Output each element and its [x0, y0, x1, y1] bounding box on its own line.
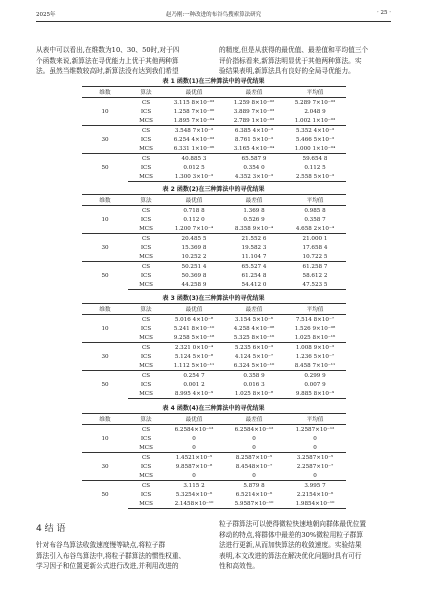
algorithm-cell: ICS — [140, 108, 152, 115]
dimension-cell: 30 — [82, 126, 128, 154]
text-line: 个函数来说,新算法在寻优能力上优于其他两种算 — [36, 56, 179, 65]
table-header-row — [82, 195, 346, 206]
mean-value-cell: 1.002 1×10⁻⁰³ — [294, 117, 336, 124]
worst-value-cell: 6.5214×10⁻⁶ — [235, 491, 273, 498]
column-header: 最优值 — [164, 414, 224, 425]
mean-value-cell: 2.2587×10⁻⁷ — [296, 463, 334, 470]
best-value-cell: 20.485 5 — [164, 234, 224, 244]
algorithm-cell: ICS — [140, 244, 152, 251]
dimension-cell: 10 — [101, 216, 109, 223]
best-value-cell: 0.718 8 — [183, 207, 205, 214]
table-row — [82, 262, 346, 272]
worst-value-cell: 21.552 6 — [224, 234, 284, 244]
best-value-cell: 50.369 8 — [181, 272, 207, 279]
worst-value-cell: 5.9587×10⁻¹⁰ — [224, 499, 284, 509]
algorithm-cell: ICS — [140, 216, 152, 223]
mean-value-cell: 0 — [313, 444, 317, 451]
text-line: 算法引入布谷鸟算法中,将粒子群算法的惯性权重、 — [36, 551, 186, 560]
table-row — [82, 425, 346, 435]
best-value-cell: 2.1458×10⁻¹⁰ — [164, 499, 224, 509]
dimension-cell: 30 — [82, 234, 128, 262]
results-table — [82, 303, 346, 399]
best-value-cell: 0.012 5 — [183, 164, 205, 171]
worst-value-cell: 0.016 3 — [243, 381, 265, 388]
best-value-cell: 3.548 7×10⁻³ — [164, 126, 224, 136]
worst-value-cell: 65.587 9 — [224, 154, 284, 164]
best-value-cell: 5.124 5×10⁻⁸ — [174, 353, 214, 360]
section-title: 4 结 语 — [36, 524, 66, 534]
table-caption: 表 3 函数(3)在三种算法中的寻优结果 — [162, 295, 265, 302]
text-line: 学习因子和位置更新公式进行改进,并利用改进的 — [36, 562, 179, 570]
worst-value-cell: 8.358 9×10⁻⁴ — [234, 225, 274, 232]
text-line: 评价指标看来,新算法明显优于其他两种算法。实 — [219, 56, 362, 65]
algorithm-cell: MCS — [139, 145, 153, 152]
worst-value-cell: 5.235 6×10⁻³ — [224, 343, 284, 353]
dimension-cell: 10 — [101, 108, 109, 115]
mean-value-cell: 0.112 5 — [304, 164, 326, 171]
dimension-cell: 50 — [82, 481, 128, 509]
algorithm-cell: CS — [128, 126, 164, 136]
best-value-cell: 5.016 4×10⁻⁸ — [174, 316, 214, 323]
text-line: 从表中可以看出,在维数为10、30、50时,对于四 — [36, 46, 180, 54]
best-value-cell: 5.241 8×10⁻¹⁰ — [173, 325, 215, 332]
mean-value-cell: 7.514 8×10⁻⁷ — [295, 316, 335, 323]
best-value-cell: 0.001 2 — [183, 381, 205, 388]
dimension-cell: 50 — [82, 371, 128, 399]
algorithm-cell: MCS — [139, 225, 153, 232]
best-value-cell: 5.3254×10⁻⁶ — [175, 491, 213, 498]
worst-value-cell: 6.324 5×10⁻¹⁰ — [233, 362, 275, 369]
results-table — [82, 194, 346, 290]
text-line: 表明,本文改进的算法在解决优化问题时具有可行 — [219, 551, 362, 560]
column-header: 最优值 — [164, 195, 224, 206]
worst-value-cell: 0 — [252, 435, 256, 442]
worst-value-cell: 0.526 9 — [243, 216, 265, 223]
column-header: 维数 — [82, 414, 128, 425]
best-value-cell: 1.112 5×10⁻¹¹ — [173, 362, 215, 369]
mean-value-cell: 1.236 5×10⁻⁷ — [295, 353, 335, 360]
best-value-cell: 15.369 8 — [181, 244, 207, 251]
mean-value-cell: 4.658 2×10⁻⁴ — [295, 225, 335, 232]
best-value-cell: 3.115 8×10⁻⁰³ — [173, 99, 215, 106]
worst-value-cell: 8.2587×10⁻⁵ — [224, 453, 284, 463]
best-value-cell: 9.8587×10⁻⁸ — [175, 463, 213, 470]
best-value-cell: 40.885 3 — [164, 154, 224, 164]
worst-value-cell: 0.354 0 — [243, 164, 265, 171]
mean-value-cell: 3.2587×10⁻⁵ — [284, 453, 346, 463]
mean-value-cell: 1.9854×10⁻¹⁰ — [284, 499, 346, 509]
algorithm-cell: CS — [128, 262, 164, 272]
table-row — [82, 315, 346, 325]
worst-value-cell: 1.259 8×10⁻⁰² — [233, 99, 275, 106]
mean-value-cell: 1.2587×10⁻¹² — [295, 426, 335, 433]
algorithm-cell: CS — [128, 343, 164, 353]
best-value-cell: 1.895 7×10⁻⁰⁴ — [173, 117, 215, 124]
worst-value-cell: 1.369 8 — [243, 207, 265, 214]
algorithm-cell: MCS — [139, 253, 153, 260]
algorithm-cell: MCS — [139, 334, 153, 341]
table-header-row — [82, 304, 346, 315]
column-header: 平均值 — [284, 414, 346, 425]
intro-paragraph-right — [219, 45, 392, 77]
mean-value-cell: 0 — [313, 472, 317, 479]
worst-value-cell: 5.325 8×10⁻¹⁶ — [233, 334, 275, 341]
dimension-cell: 50 — [82, 262, 128, 290]
algorithm-cell: ICS — [140, 381, 152, 388]
mean-value-cell: 8.458 7×10⁻¹¹ — [294, 362, 336, 369]
column-header: 算法 — [128, 87, 164, 98]
table-row — [82, 371, 346, 381]
table-caption: 表 1 函数(1)在三种算法中的寻优结果 — [162, 78, 265, 85]
conclusion-paragraph-right — [219, 519, 392, 572]
best-value-cell: 10.252 2 — [181, 253, 207, 260]
algorithm-cell: ICS — [140, 325, 152, 332]
table-row — [82, 481, 346, 491]
mean-value-cell: 3.995 7 — [284, 481, 346, 491]
best-value-cell: 44.258 9 — [164, 280, 224, 290]
worst-value-cell: 4.352 3×10⁻³ — [224, 172, 284, 182]
column-header: 维数 — [82, 195, 128, 206]
mean-value-cell: 2.2154×10⁻⁶ — [296, 491, 334, 498]
table-row — [82, 234, 346, 244]
mean-value-cell: 0.007 9 — [304, 381, 326, 388]
conclusion-paragraph-left — [36, 540, 210, 572]
worst-value-cell: 4.124 5×10⁻⁷ — [234, 353, 274, 360]
column-header: 平均值 — [284, 195, 346, 206]
text-line: 验结果表明,新算法具有良好的全局寻优能力。 — [219, 67, 355, 75]
text-line: 针对布谷鸟算法收敛速度慢等缺点,将粒子群 — [36, 541, 166, 549]
mean-value-cell: 1.008 9×10⁻³ — [284, 343, 346, 353]
algorithm-cell: MCS — [139, 472, 153, 479]
worst-value-cell: 4.258 4×10⁻⁰⁸ — [233, 325, 275, 332]
table-row — [82, 453, 346, 463]
best-value-cell: 1.300 3×10⁻³ — [164, 172, 224, 182]
mean-value-cell: 17.658 4 — [302, 244, 328, 251]
header-rule — [36, 21, 391, 22]
algorithm-cell: MCS — [128, 389, 164, 399]
column-header: 最优值 — [164, 87, 224, 98]
mean-value-cell: 2.048 9 — [304, 108, 326, 115]
mean-value-cell: 5.352 4×10⁻³ — [284, 126, 346, 136]
mean-value-cell: 0.985 8 — [304, 207, 326, 214]
column-header: 算法 — [128, 414, 164, 425]
algorithm-cell: ICS — [140, 164, 152, 171]
best-value-cell: 0 — [192, 444, 196, 451]
algorithm-cell: ICS — [140, 491, 152, 498]
worst-value-cell: 0.358 9 — [224, 371, 284, 381]
mean-value-cell: 10.722 5 — [302, 253, 328, 260]
worst-value-cell: 3.154 5×10⁻⁶ — [234, 316, 274, 323]
best-value-cell: 8.995 4×10⁻⁹ — [164, 389, 224, 399]
dimension-cell: 10 — [101, 435, 109, 442]
table-caption: 表 4 函数(4)在三种算法中的寻优结果 — [162, 405, 265, 412]
worst-value-cell: 6.2584×10⁻¹² — [234, 426, 274, 433]
worst-value-cell: 65.527 4 — [224, 262, 284, 272]
page-number: · 25 · — [377, 10, 391, 16]
algorithm-cell: ICS — [140, 136, 152, 143]
algorithm-cell: MCS — [128, 172, 164, 182]
text-line: 的精度,但是从获得的最优值、最差值和平均值三个 — [219, 46, 369, 54]
dimension-cell: 30 — [82, 453, 128, 481]
best-value-cell: 1.200 7×10⁻⁴ — [174, 225, 214, 232]
algorithm-cell: CS — [128, 481, 164, 491]
algorithm-cell: CS — [128, 371, 164, 381]
table-row — [82, 98, 346, 108]
worst-value-cell: 0 — [252, 472, 256, 479]
table-header-row — [82, 414, 346, 425]
mean-value-cell: 61.258 7 — [284, 262, 346, 272]
best-value-cell: 3.115 2 — [164, 481, 224, 491]
best-value-cell: 50.251 4 — [164, 262, 224, 272]
text-line: 法。虽然当维数较高时,新算法没有达到我们希望 — [36, 67, 179, 75]
running-header — [36, 10, 391, 20]
column-header: 最差值 — [224, 414, 284, 425]
best-value-cell: 1.258 7×10⁻⁰⁰ — [173, 108, 215, 115]
algorithm-cell: ICS — [140, 353, 152, 360]
algorithm-cell: CS — [141, 207, 151, 214]
best-value-cell: 2.321 0×10⁻⁴ — [164, 343, 224, 353]
worst-value-cell: 8.761 5×10⁻³ — [234, 136, 274, 143]
worst-value-cell: 3.889 7×10⁻⁰³ — [233, 108, 275, 115]
mean-value-cell: 59.654 8 — [284, 154, 346, 164]
mean-value-cell: 1.000 1×10⁻⁰⁴ — [294, 145, 336, 152]
best-value-cell: 0.254 7 — [164, 371, 224, 381]
mean-value-cell: 0.358 7 — [304, 216, 326, 223]
best-value-cell: 9.258 5×10⁻¹⁸ — [173, 334, 215, 341]
column-header: 维数 — [82, 304, 128, 315]
table-row — [82, 343, 346, 353]
algorithm-cell: MCS — [139, 117, 153, 124]
algorithm-cell: CS — [128, 234, 164, 244]
mean-value-cell: 47.523 5 — [284, 280, 346, 290]
worst-value-cell: 54.412 0 — [224, 280, 284, 290]
column-header: 算法 — [128, 304, 164, 315]
algorithm-cell: CS — [141, 99, 151, 106]
algorithm-cell: MCS — [139, 444, 153, 451]
column-header: 平均值 — [284, 304, 346, 315]
column-header: 最优值 — [164, 304, 224, 315]
results-table — [82, 413, 346, 509]
column-header: 最差值 — [224, 195, 284, 206]
worst-value-cell: 5.879 8 — [224, 481, 284, 491]
column-header: 维数 — [82, 87, 128, 98]
algorithm-cell: ICS — [140, 463, 152, 470]
column-header: 最差值 — [224, 87, 284, 98]
dimension-cell: 30 — [82, 343, 128, 371]
intro-paragraph-left — [36, 45, 210, 77]
text-line: 性和高效性。 — [219, 562, 260, 570]
mean-value-cell: 0.299 9 — [284, 371, 346, 381]
best-value-cell: 0 — [192, 435, 196, 442]
best-value-cell: 0 — [192, 472, 196, 479]
worst-value-cell: 6.385 4×10⁻³ — [224, 126, 284, 136]
worst-value-cell: 11.104 7 — [241, 253, 267, 260]
best-value-cell: 1.4521×10⁻⁵ — [164, 453, 224, 463]
best-value-cell: 6.331 1×10⁻⁰⁶ — [173, 145, 215, 152]
worst-value-cell: 2.789 1×10⁻⁰³ — [233, 117, 275, 124]
column-header: 算法 — [128, 195, 164, 206]
worst-value-cell: 8.4548×10⁻⁷ — [235, 463, 273, 470]
worst-value-cell: 61.254 8 — [241, 272, 267, 279]
algorithm-cell: MCS — [128, 499, 164, 509]
text-line: 移动的特点,将群体中最差的30%微粒用粒子群算 — [219, 530, 364, 539]
algorithm-cell: ICS — [140, 272, 152, 279]
mean-value-cell: 0 — [313, 435, 317, 442]
dimension-cell: 50 — [82, 154, 128, 182]
mean-value-cell: 9.885 8×10⁻⁹ — [284, 389, 346, 399]
table-caption: 表 2 函数(2)在三种算法中的寻优结果 — [162, 186, 265, 193]
mean-value-cell: 58.612 2 — [302, 272, 328, 279]
mean-value-cell: 1.025 8×10⁻¹⁶ — [294, 334, 336, 341]
algorithm-cell: MCS — [139, 362, 153, 369]
worst-value-cell: 19.582 3 — [241, 244, 267, 251]
algorithm-cell: CS — [128, 453, 164, 463]
algorithm-cell: CS — [128, 154, 164, 164]
mean-value-cell: 1.526 9×10⁻⁰⁸ — [294, 325, 336, 332]
dimension-cell: 10 — [101, 325, 109, 332]
mean-value-cell: 21.000 1 — [284, 234, 346, 244]
mean-value-cell: 5.289 7×10⁻⁰³ — [294, 99, 336, 106]
header-title: 赵乃刚:一种改进的布谷鸟搜索算法研究 — [165, 12, 262, 18]
column-header: 平均值 — [284, 87, 346, 98]
best-value-cell: 0.112 0 — [183, 216, 205, 223]
text-line: 法进行更新,从而加快算法的收敛速度。实验结果 — [219, 541, 362, 549]
algorithm-cell: ICS — [140, 435, 152, 442]
best-value-cell: 6.2584×10⁻¹³ — [174, 426, 214, 433]
algorithm-cell: CS — [141, 426, 151, 433]
column-header: 最差值 — [224, 304, 284, 315]
worst-value-cell: 3.165 4×10⁻⁰⁴ — [233, 145, 275, 152]
best-value-cell: 6.254 4×10⁻⁰³ — [173, 136, 215, 143]
table-header-row — [82, 87, 346, 98]
table-row — [82, 206, 346, 216]
text-line: 粒子群算法可以使得微粒快速地朝向群体最优位置 — [219, 520, 367, 528]
table-row — [82, 154, 346, 164]
mean-value-cell: 5.466 5×10⁻³ — [295, 136, 335, 143]
header-year: 2025年 — [36, 12, 56, 18]
mean-value-cell: 2.558 5×10⁻³ — [284, 172, 346, 182]
algorithm-cell: CS — [141, 316, 151, 323]
table-row — [82, 126, 346, 136]
results-table — [82, 86, 346, 182]
worst-value-cell: 0 — [252, 444, 256, 451]
worst-value-cell: 1.025 8×10⁻⁸ — [224, 389, 284, 399]
algorithm-cell: MCS — [128, 280, 164, 290]
